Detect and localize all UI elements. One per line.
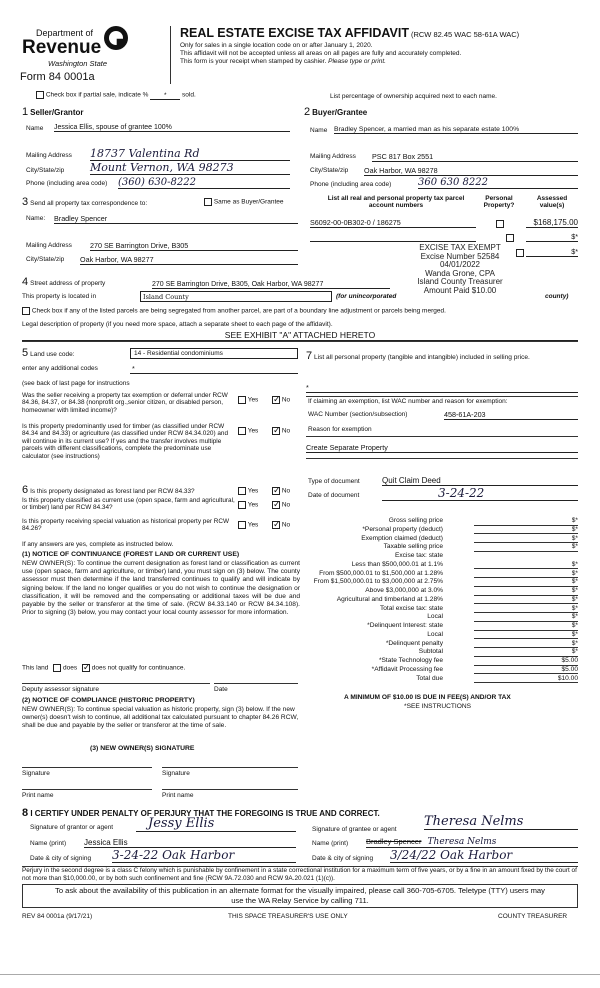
see-instructions-note: *SEE INSTRUCTIONS	[404, 703, 472, 710]
reason-label: Reason for exemption	[308, 426, 372, 433]
notice-2-body: NEW OWNER(S): To continue special valuation as historic property, sign (3) below. If the new owner(s) doesn't wish to continue, all additional tax calculated pursuant to chapter 84.26 RCW, shall be due and payable by the seller or transferor at the time of sale.	[22, 706, 299, 730]
notice-1-body: NEW OWNER(S): To continue the current designation as forest land or classification as current use (open space, farm and agriculture, or timber) land, you must sign on (3) below. The county assessor must then determine if the land transferred continues to qualify and will indicate by signing below. If the land no longer qualifies or you do not wish to continue the designation or classification, it will be removed and the compensating or additional taxes will be due and payable by the seller or transferor at the time of sale. (RCW 84.33.140 or RCW 84.34.108). Prior to signing (3) below, you may contact your local county assessor for more information.	[22, 560, 300, 617]
partial-sale-row: Check box if partial sale, indicate % * sold.	[36, 91, 196, 100]
tax-row-amount[interactable]: $*	[474, 648, 578, 657]
tax-row	[304, 543, 578, 552]
tax-row-amount[interactable]: $*	[474, 587, 578, 596]
f3-yes-checkbox[interactable]	[238, 521, 246, 529]
tax-row-label: Local	[427, 613, 443, 621]
exemption-label: If claiming an exemption, list WAC number and reason for exemption:	[308, 398, 508, 405]
parcel-number-2[interactable]	[310, 233, 476, 242]
deputy-signature-label: Deputy assessor signature	[22, 686, 99, 693]
buyer-phone-label: Phone (including area code)	[310, 181, 392, 188]
tax-row-amount[interactable]: $5.00	[474, 666, 578, 675]
certify-statement: 8 I CERTIFY UNDER PENALTY OF PERJURY THAT THE FOREGOING IS TRUE AND CORRECT.	[22, 807, 380, 819]
buyer-phone-field[interactable]: 360 630 8222	[418, 177, 578, 189]
tax-row-amount[interactable]: $*	[474, 543, 578, 552]
q1-no: ✓ No	[272, 396, 290, 404]
doc-type-label: Type of document	[308, 478, 360, 485]
tax-row-label: *Delinquent Interest: state	[367, 622, 443, 629]
tax-row-label: *Delinquent penalty	[385, 639, 443, 647]
f3-no-checkbox[interactable]	[272, 521, 280, 529]
tax-row-amount[interactable]: $*	[474, 526, 578, 535]
land-does-checkbox[interactable]	[53, 664, 61, 672]
land-use-code-select[interactable]: 14 - Residential condominiums	[130, 348, 298, 359]
tax-row	[304, 640, 578, 649]
grantor-name-label: Name (print)	[30, 840, 67, 847]
grantor-signature[interactable]: Jessy Ellis	[136, 816, 296, 832]
tax-row	[304, 675, 578, 684]
f3-yes: Yes	[238, 521, 258, 529]
buyer-name-label: Name	[310, 127, 328, 134]
ownership-note: List percentage of ownership acquired next to each name.	[330, 93, 497, 100]
q2-no: ✓ No	[272, 427, 290, 435]
tax-row-amount[interactable]: $*	[474, 613, 578, 622]
form-revision: REV 84 0001a (9/17/21)	[22, 913, 93, 920]
tax-row-amount[interactable]: $*	[474, 596, 578, 605]
tax-row-amount[interactable]: $*	[474, 570, 578, 579]
tax-row	[304, 578, 578, 587]
stamp-line-4: Wanda Grone, CPA	[425, 268, 495, 278]
corr-mail-label: Mailing Address	[26, 242, 72, 249]
q1-yes: Yes	[238, 396, 258, 404]
reason-field[interactable]: Create Separate Property	[306, 443, 578, 453]
tax-row-amount[interactable]: $*	[474, 605, 578, 614]
tax-row-label: Total due	[416, 674, 443, 682]
tax-row-label: *Personal property (deduct)	[362, 525, 443, 533]
perjury-notice: Perjury in the second degree is a class C felony which is punishable by confinement in a state correctional institution for a maximum term of five years, or by a fine in an amount fixed by the court of not more than $10,000.00, or by both such confinement and fine (RCW 9A.72.030 and RCW 9A.20.021 (1)(c)).	[22, 867, 577, 882]
grantee-signature-label: Signature of grantee or agent	[312, 826, 397, 833]
located-in-label: This property is located in	[22, 293, 97, 300]
assessed-value-1[interactable]: $168,175.00	[526, 218, 578, 228]
f1-no-checkbox[interactable]	[272, 487, 280, 495]
q1-no-checkbox[interactable]	[272, 396, 280, 404]
f2-yes-checkbox[interactable]	[238, 501, 246, 509]
doc-date-field[interactable]: 3-24-22	[382, 486, 578, 501]
grantee-date-city[interactable]: 3/24/22 Oak Harbor	[390, 848, 578, 863]
county-treasurer-label: COUNTY TREASURER	[498, 913, 568, 920]
street-address-field[interactable]: 270 SE Barrington Drive, B305, Oak Harbor, WA 98277	[152, 281, 390, 289]
personal-property-heading: 7 List all personal property (tangible and intangible) included in selling price.	[306, 350, 530, 362]
tax-row-amount[interactable]: $*	[474, 535, 578, 544]
f1-no: ✓ No	[272, 487, 290, 495]
q1-yes-checkbox[interactable]	[238, 396, 246, 404]
tax-row	[304, 570, 578, 579]
new-owner-signature-2[interactable]: Signature	[162, 770, 190, 777]
county-select[interactable]: Island County	[140, 291, 332, 302]
assessed-col-header: Assessed value(s)	[536, 195, 568, 209]
tax-row-label: *State Technology fee	[378, 657, 443, 664]
q2-yes: Yes	[238, 427, 258, 435]
tax-row-label: Taxable selling price	[383, 543, 443, 551]
seller-name-field[interactable]: Jessica Ellis, spouse of grantee 100%	[54, 124, 290, 132]
wac-field[interactable]: 458-61A-203	[444, 410, 578, 420]
tax-row-amount[interactable]: $5.00	[474, 657, 578, 666]
treasurer-use-label: THIS SPACE TREASURER'S USE ONLY	[228, 913, 348, 920]
personal-property-checkbox-1[interactable]	[496, 220, 504, 228]
tax-row	[304, 605, 578, 614]
additional-codes-label: enter any additional codes	[22, 365, 98, 372]
tax-row-amount[interactable]: $*	[474, 631, 578, 640]
tax-row	[304, 517, 578, 526]
tax-row-amount[interactable]: $*	[474, 517, 578, 526]
grantee-date-label: Date & city of signing	[312, 855, 374, 862]
legal-description-field[interactable]: SEE EXHIBIT "A" ATTACHED HERETO	[22, 330, 578, 341]
parcel-col-header: List all real and personal property tax parcel account numbers	[327, 195, 465, 209]
buyer-city-label: City/State/zip	[310, 167, 349, 174]
tax-row-amount[interactable]: $*	[474, 622, 578, 631]
new-owner-print-1[interactable]: Print name	[22, 792, 54, 799]
f2-yes: Yes	[238, 501, 258, 509]
corr-heading: 3 Send all property tax correspondence to:	[22, 196, 148, 208]
alternate-format-note: To ask about the availability of this publication in an alternate format for the visually impaired, please call 360-705-6705. Teletype (TTY) users may use the WA Relay Service by calling 711.	[22, 884, 578, 908]
tax-row-amount[interactable]: $*	[474, 561, 578, 570]
tax-row-amount[interactable]: $*	[474, 640, 578, 649]
f1-yes-checkbox[interactable]	[238, 487, 246, 495]
q2-yes-checkbox[interactable]	[238, 427, 246, 435]
personal-property-field[interactable]: *	[306, 383, 578, 393]
assessed-value-2[interactable]: $*	[526, 232, 578, 242]
f2-no-checkbox[interactable]	[272, 501, 280, 509]
exemption-question: Was the seller receiving a property tax exemption or deferral under RCW 84.36, 84.37, or 84.38 (nonprofit org.,senior citizen, or disabled person, homeowner with limited income)?	[22, 392, 228, 414]
tax-row	[304, 526, 578, 535]
tax-row-label: From $1,500,000.01 to $3,000,000 at 2.75%	[313, 578, 443, 586]
buyer-heading: 2 Buyer/Grantee	[304, 106, 368, 118]
tax-row-label: Total excise tax: state	[379, 604, 443, 612]
f2-no: ✓ No	[272, 501, 290, 509]
seller-city-label: City/State/zip	[26, 167, 65, 174]
tax-row	[304, 613, 578, 622]
tax-row	[304, 587, 578, 596]
wac-label: WAC Number (section/subsection)	[308, 411, 408, 418]
timber-question: Is this property predominantly used for timber (as classified under RCW 84.34 and 84.33) or agriculture (as classified under RCW 84.34.020) and will continue in its current use? If yes and the transfer involves multiple parcels with different classifications, complete the predominate use calculator (see instructions)	[22, 423, 229, 460]
tax-row	[304, 552, 578, 561]
parcel-number-1[interactable]: S6092-00-0B302-0 / 186275	[310, 218, 476, 228]
additional-codes-field[interactable]: *	[130, 364, 298, 374]
tax-row	[304, 666, 578, 675]
seller-heading: 1 Seller/Grantor	[22, 106, 84, 118]
tax-row-label: *Affidavit Processing fee	[371, 665, 443, 673]
tax-row	[304, 561, 578, 570]
tax-row	[304, 596, 578, 605]
partial-sale-checkbox[interactable]	[36, 91, 44, 99]
grantor-signature-label: Signature of grantor or agent	[30, 824, 114, 831]
answers-note: If any answers are yes, complete as instructed below.	[22, 541, 174, 548]
land-qualify-row: This land does ✓ does not qualify for continuance.	[22, 664, 185, 672]
corr-city-label: City/State/zip	[26, 256, 65, 263]
personal-col-header: Personal Property?	[483, 195, 515, 209]
header-line-3: This form is your receipt when stamped by cashier. Please type or print.	[180, 58, 386, 65]
forest-q3: Is this property receiving special valuation as historical property per RCW 84.26?	[22, 518, 230, 533]
tax-row-label: Excise tax: state	[394, 552, 443, 559]
f3-no: ✓ No	[272, 521, 290, 529]
land-does-not-checkbox[interactable]	[82, 664, 90, 672]
buyer-mail-field[interactable]: PSC 817 Box 2551	[372, 152, 578, 162]
buyer-city-field[interactable]: Oak Harbor, WA 98278	[364, 166, 578, 176]
buyer-mail-label: Mailing Address	[310, 153, 356, 160]
seller-city-field[interactable]: Mount Vernon, WA 98273	[90, 161, 290, 175]
grantor-name[interactable]: Jessica Ellis	[84, 838, 296, 848]
tax-row-amount[interactable]: $*	[474, 578, 578, 587]
stamp-line-5: Island County Treasurer	[417, 277, 503, 287]
seller-phone-field[interactable]: (360) 630-8222	[118, 177, 290, 189]
doc-type-field[interactable]: Quit Claim Deed	[382, 476, 578, 486]
f1-yes: Yes	[238, 487, 258, 495]
grantor-date-city[interactable]: 3-24-22 Oak Harbor	[112, 848, 296, 863]
stamp-line-2: Excise Number 52584	[420, 251, 500, 261]
minimum-due-note: A MINIMUM OF $10.00 IS DUE IN FEE(S) AND/OR TAX	[344, 694, 511, 701]
personal-property-checkbox-2[interactable]	[506, 234, 514, 242]
stamp-line-3: 04/01/2022	[439, 260, 481, 270]
unincorporated-label: (for unincorporated	[336, 293, 397, 300]
seller-mail-label: Mailing Address	[26, 152, 72, 159]
dept-of-label: Department of	[36, 28, 94, 38]
tax-row-label: Less than $500,000.01 at 1.1%	[351, 560, 443, 568]
tax-row-label: Agricultural and timberland at 1.28%	[336, 595, 443, 603]
segregated-checkbox[interactable]	[22, 307, 30, 315]
new-owner-print-2[interactable]: Print name	[162, 792, 194, 799]
seller-mail-field[interactable]: 18737 Valentina Rd	[90, 147, 290, 161]
header-line-2: This affidavit will not be accepted unless all areas on all pages are fully and accurately completed.	[180, 50, 462, 57]
form-title: REAL ESTATE EXCISE TAX AFFIDAVIT (RCW 82.45 WAC 58-61A WAC)	[180, 26, 520, 40]
county-end-label: county)	[545, 293, 569, 300]
form-number: Form 84 0001a	[20, 71, 95, 83]
seller-name-label: Name	[26, 125, 44, 132]
tax-row-label: From $500,000.01 to $1,500,000 at 1.28%	[319, 569, 443, 577]
corr-city-field[interactable]: Oak Harbor, WA 98277	[80, 255, 298, 265]
grantee-signature[interactable]: Theresa Nelms	[424, 814, 578, 830]
tax-row-label: Subtotal	[418, 648, 443, 656]
land-use-heading: 5 Land use code:	[22, 347, 75, 359]
seller-phone-label: Phone (including area code)	[26, 180, 108, 187]
assessed-value-3[interactable]: $*	[526, 247, 578, 257]
see-back-note: (see back of last page for instructions	[22, 380, 130, 387]
revenue-logo-icon	[104, 26, 128, 50]
tax-row-amount[interactable]	[474, 552, 578, 561]
legal-description-label: Legal description of property (if you need more space, attach a separate sheet to each page of the affidavit).	[22, 321, 333, 328]
tax-row-label: Exemption claimed (deduct)	[361, 534, 443, 542]
forest-q2: Is this property classified as current use (open space, farm and agricultural, or timber) land per RCW 84.34?	[22, 497, 235, 512]
corr-name-label: Name:	[26, 215, 46, 222]
segregated-row: Check box if any of the listed parcels are being segregated from another parcel, are part of a boundary line adjustment or parcels being merged.	[22, 307, 446, 315]
header-line-1: Only for sales in a single location code on or after January 1, 2020.	[180, 42, 373, 49]
tax-row-label: Local	[427, 630, 443, 638]
state-label: Washington State	[48, 59, 108, 68]
revenue-logo-text: Revenue	[22, 37, 102, 58]
notice-1-title: (1) NOTICE OF CONTINUANCE (FOREST LAND OR CURRENT USE)	[22, 551, 240, 558]
stamp-line-6: Amount Paid $10.00	[423, 285, 497, 295]
corr-mail-field[interactable]: 270 SE Barrington Drive, B305	[90, 241, 298, 251]
tax-row-label: Above $3,000,000 at 3.0%	[365, 587, 443, 594]
doc-date-label: Date of document	[308, 492, 360, 499]
notice-3-title: (3) NEW OWNER(S) SIGNATURE	[90, 745, 195, 752]
same-as-buyer-row: Same as Buyer/Grantee	[204, 198, 284, 206]
buyer-name-field[interactable]: Bradley Spencer, a married man as his separate estate 100%	[334, 126, 578, 134]
tax-row	[304, 622, 578, 631]
tax-row	[304, 631, 578, 640]
new-owner-signature-1[interactable]: Signature	[22, 770, 50, 777]
notice-2-title: (2) NOTICE OF COMPLIANCE (HISTORIC PROPERTY)	[22, 697, 195, 704]
tax-row	[304, 657, 578, 666]
street-heading: 4 Street address of property	[22, 276, 106, 288]
q2-no-checkbox[interactable]	[272, 427, 280, 435]
forest-q1: 6 Is this property designated as forest land per RCW 84.33?	[22, 484, 195, 496]
corr-name-field[interactable]: Bradley Spencer	[54, 214, 298, 224]
grantee-name[interactable]: Bradley Spencer Theresa Nelms	[366, 837, 578, 848]
same-as-buyer-checkbox[interactable]	[204, 198, 212, 206]
grantee-name-label: Name (print)	[312, 840, 349, 847]
tax-row-label: Gross selling price	[388, 517, 443, 524]
treasurer-stamp	[400, 244, 520, 296]
deputy-date-label: Date	[214, 686, 228, 693]
tax-row-amount[interactable]: $10.00	[474, 675, 578, 684]
grantor-date-label: Date & city of signing	[30, 855, 92, 862]
tax-row	[304, 648, 578, 657]
tax-row	[304, 535, 578, 544]
stamp-line-1: EXCISE TAX EXEMPT	[419, 243, 501, 252]
